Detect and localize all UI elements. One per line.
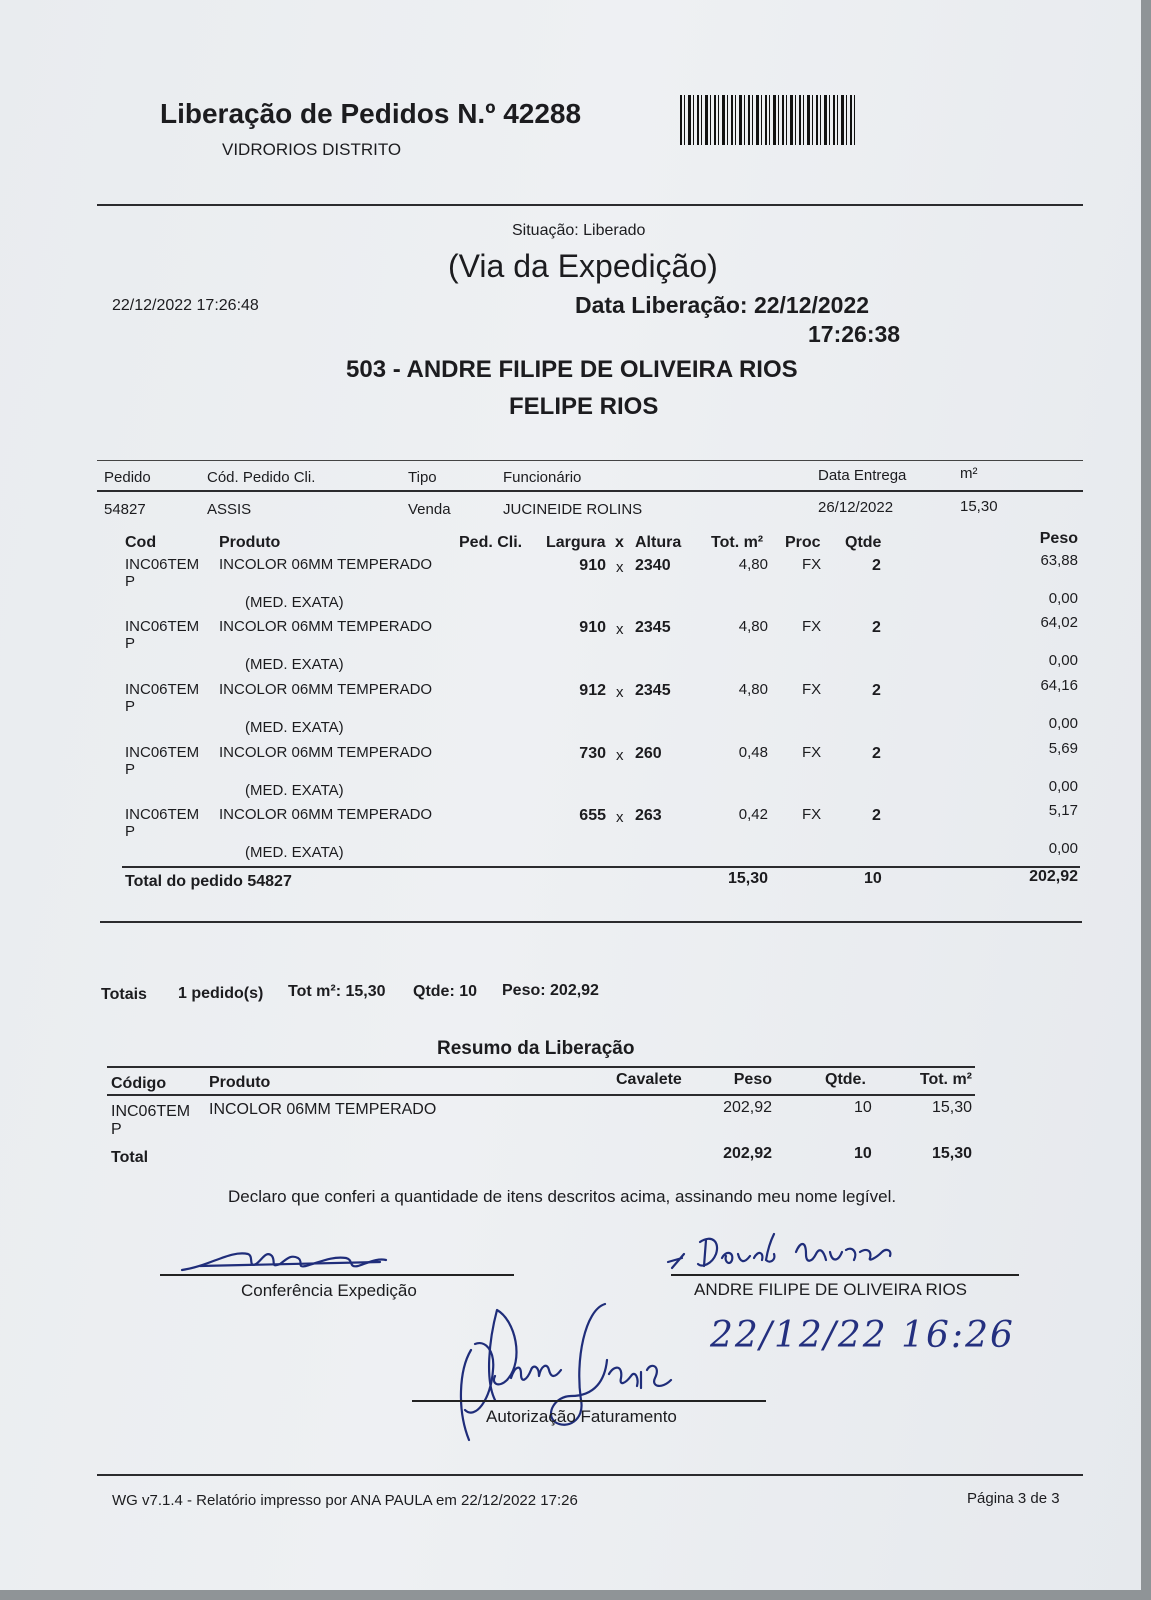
authorization-label: Autorização Faturamento bbox=[486, 1407, 677, 1426]
col-largura: Largura bbox=[546, 534, 606, 551]
order-total-weight: 202,92 bbox=[1029, 868, 1078, 885]
expedition-label: Conferência Expedição bbox=[241, 1281, 417, 1300]
item-width: 730 bbox=[579, 745, 606, 762]
order-delivery-date: 26/12/2022 bbox=[818, 499, 894, 516]
item-weight: 5,17 bbox=[1048, 802, 1078, 819]
summary-code: INC06TEM bbox=[111, 1103, 191, 1120]
item-note: (MED. EXATA) bbox=[245, 844, 344, 861]
item-product: INCOLOR 06MM TEMPERADO bbox=[219, 806, 433, 823]
item-width: 912 bbox=[579, 682, 606, 699]
summary-tot-m2: 15,30 bbox=[931, 1099, 972, 1116]
item-times: x bbox=[616, 559, 624, 576]
barcode bbox=[680, 95, 856, 145]
summary-qtde: 10 bbox=[854, 1099, 872, 1116]
item-note-weight: 0,00 bbox=[1048, 715, 1078, 732]
signature-line bbox=[412, 1400, 766, 1402]
item-width: 655 bbox=[579, 807, 606, 824]
release-time: 17:26:38 bbox=[808, 321, 901, 347]
table-row bbox=[0, 740, 1141, 804]
item-tot-m2: 4,80 bbox=[738, 618, 768, 635]
order-client-code: ASSIS bbox=[207, 501, 252, 518]
order-m2: 15,30 bbox=[960, 498, 998, 515]
summary-title: Resumo da Liberação bbox=[437, 1038, 635, 1059]
col-cod-pedido-cli: Cód. Pedido Cli. bbox=[207, 469, 316, 486]
item-tot-m2: 4,80 bbox=[738, 681, 768, 698]
item-code-suffix: P bbox=[125, 573, 136, 590]
item-code: INC06TEM bbox=[125, 744, 200, 761]
signature-line bbox=[160, 1274, 514, 1276]
item-weight: 5,69 bbox=[1048, 740, 1078, 757]
item-tot-m2: 0,48 bbox=[738, 744, 768, 761]
page-number: Página 3 de 3 bbox=[967, 1490, 1060, 1507]
col-produto: Produto bbox=[219, 534, 281, 551]
col-data-entrega: Data Entrega bbox=[818, 467, 907, 484]
company-name: VIDRORIOS DISTRITO bbox=[222, 140, 402, 159]
item-height: 263 bbox=[635, 807, 662, 824]
item-width: 910 bbox=[579, 619, 606, 636]
summary-col-peso: Peso bbox=[733, 1071, 772, 1088]
order-number: 54827 bbox=[104, 501, 146, 518]
col-peso: Peso bbox=[1039, 530, 1078, 547]
item-tot-m2: 4,80 bbox=[738, 556, 768, 573]
divider bbox=[107, 1066, 975, 1068]
summary-weight: 202,92 bbox=[723, 1099, 772, 1116]
item-qtde: 2 bbox=[872, 745, 881, 762]
item-note-weight: 0,00 bbox=[1048, 652, 1078, 669]
expedition-signature bbox=[170, 1236, 400, 1276]
col-cod: Cod bbox=[125, 534, 157, 551]
totals-weight: Peso: 202,92 bbox=[502, 982, 599, 999]
item-code-suffix: P bbox=[125, 698, 136, 715]
signature-line bbox=[671, 1274, 1019, 1276]
summary-total-qtde: 10 bbox=[854, 1145, 872, 1162]
authorization-signature bbox=[455, 1300, 685, 1450]
col-tipo: Tipo bbox=[408, 469, 437, 486]
item-proc: FX bbox=[802, 681, 822, 698]
item-code-suffix: P bbox=[125, 823, 136, 840]
printed-at: 22/12/2022 17:26:48 bbox=[112, 297, 259, 314]
col-altura: Altura bbox=[635, 534, 682, 551]
col-pedido: Pedido bbox=[104, 469, 151, 486]
totals-qtde: Qtde: 10 bbox=[413, 983, 478, 1000]
divider bbox=[97, 490, 1083, 492]
item-code: INC06TEM bbox=[125, 556, 200, 573]
client-short-name: FELIPE RIOS bbox=[509, 393, 659, 420]
release-date: Data Liberação: 22/12/2022 bbox=[575, 292, 870, 318]
col-tot-m2: Tot. m² bbox=[711, 534, 764, 551]
item-qtde: 2 bbox=[872, 682, 881, 699]
item-note: (MED. EXATA) bbox=[245, 719, 344, 736]
handwritten-date: 22/12/22 16:26 bbox=[710, 1315, 1015, 1356]
table-row bbox=[0, 802, 1141, 866]
order-total-qtde: 10 bbox=[864, 870, 882, 887]
item-code-suffix: P bbox=[125, 635, 136, 652]
item-code: INC06TEM bbox=[125, 681, 200, 698]
summary-total-weight: 202,92 bbox=[723, 1145, 772, 1162]
item-note: (MED. EXATA) bbox=[245, 782, 344, 799]
totals-orders: 1 pedido(s) bbox=[178, 985, 264, 1002]
summary-code-suffix: P bbox=[111, 1121, 122, 1138]
item-note-weight: 0,00 bbox=[1048, 840, 1078, 857]
client-name: 503 - ANDRE FILIPE DE OLIVEIRA RIOS bbox=[346, 356, 798, 383]
summary-col-cavalete: Cavalete bbox=[616, 1071, 682, 1088]
item-note-weight: 0,00 bbox=[1048, 778, 1078, 795]
totals-label: Totais bbox=[101, 986, 147, 1003]
divider bbox=[122, 866, 1080, 868]
item-tot-m2: 0,42 bbox=[738, 806, 768, 823]
order-total-label: Total do pedido 54827 bbox=[125, 873, 292, 890]
divider bbox=[107, 1094, 975, 1096]
item-qtde: 2 bbox=[872, 557, 881, 574]
item-height: 260 bbox=[635, 745, 662, 762]
summary-total-tot-m2: 15,30 bbox=[931, 1145, 972, 1162]
item-height: 2345 bbox=[635, 619, 671, 636]
item-proc: FX bbox=[802, 744, 822, 761]
item-code: INC06TEM bbox=[125, 806, 200, 823]
item-note: (MED. EXATA) bbox=[245, 656, 344, 673]
divider bbox=[97, 1474, 1083, 1476]
item-height: 2345 bbox=[635, 682, 671, 699]
totals-m2: Tot m²: 15,30 bbox=[288, 983, 386, 1000]
item-proc: FX bbox=[802, 618, 822, 635]
divider bbox=[100, 921, 1082, 923]
col-qtde: Qtde bbox=[845, 534, 882, 551]
summary-product: INCOLOR 06MM TEMPERADO bbox=[209, 1101, 437, 1118]
document-title: Liberação de Pedidos N.º 42288 bbox=[160, 98, 582, 129]
item-times: x bbox=[616, 621, 624, 638]
summary-col-qtde: Qtde. bbox=[825, 1071, 866, 1088]
client-signature-label: ANDRE FILIPE DE OLIVEIRA RIOS bbox=[694, 1280, 968, 1299]
item-qtde: 2 bbox=[872, 807, 881, 824]
item-note: (MED. EXATA) bbox=[245, 594, 344, 611]
summary-col-produto: Produto bbox=[209, 1074, 271, 1091]
col-funcionario: Funcionário bbox=[503, 469, 582, 486]
item-proc: FX bbox=[802, 556, 822, 573]
col-ped-cli: Ped. Cli. bbox=[459, 534, 523, 551]
divider bbox=[97, 204, 1083, 206]
order-total-m2: 15,30 bbox=[727, 870, 768, 887]
table-row bbox=[0, 552, 1141, 616]
summary-col-codigo: Código bbox=[111, 1075, 167, 1092]
item-times: x bbox=[616, 684, 624, 701]
item-weight: 64,16 bbox=[1040, 677, 1078, 694]
item-weight: 63,88 bbox=[1040, 552, 1078, 569]
copy-label: (Via da Expedição) bbox=[448, 248, 718, 284]
order-employee: JUCINEIDE ROLINS bbox=[503, 501, 643, 518]
col-m2: m² bbox=[960, 465, 978, 482]
item-code: INC06TEM bbox=[125, 618, 200, 635]
item-product: INCOLOR 06MM TEMPERADO bbox=[219, 744, 433, 761]
item-weight: 64,02 bbox=[1040, 614, 1078, 631]
footer-print-info: WG v7.1.4 - Relatório impresso por ANA PAULA em 22/12/2022 17:26 bbox=[112, 1492, 578, 1509]
summary-col-tot-m2: Tot. m² bbox=[919, 1071, 972, 1088]
summary-total-label: Total bbox=[111, 1149, 149, 1166]
table-row bbox=[0, 614, 1141, 678]
item-product: INCOLOR 06MM TEMPERADO bbox=[219, 681, 433, 698]
status-text: Situação: Liberado bbox=[512, 222, 646, 239]
item-proc: FX bbox=[802, 806, 822, 823]
item-height: 2340 bbox=[635, 557, 671, 574]
item-product: INCOLOR 06MM TEMPERADO bbox=[219, 556, 433, 573]
item-note-weight: 0,00 bbox=[1048, 590, 1078, 607]
col-x: x bbox=[615, 534, 624, 551]
declaration-text: Declaro que conferi a quantidade de itens descritos acima, assinando meu nome legível. bbox=[228, 1187, 897, 1206]
item-times: x bbox=[616, 747, 624, 764]
client-signature bbox=[660, 1228, 920, 1280]
col-proc: Proc bbox=[785, 534, 821, 551]
table-row bbox=[0, 677, 1141, 741]
item-width: 910 bbox=[579, 557, 606, 574]
item-code-suffix: P bbox=[125, 761, 136, 778]
item-times: x bbox=[616, 809, 624, 826]
item-product: INCOLOR 06MM TEMPERADO bbox=[219, 618, 433, 635]
divider bbox=[97, 460, 1083, 461]
item-qtde: 2 bbox=[872, 619, 881, 636]
order-type: Venda bbox=[408, 501, 451, 518]
